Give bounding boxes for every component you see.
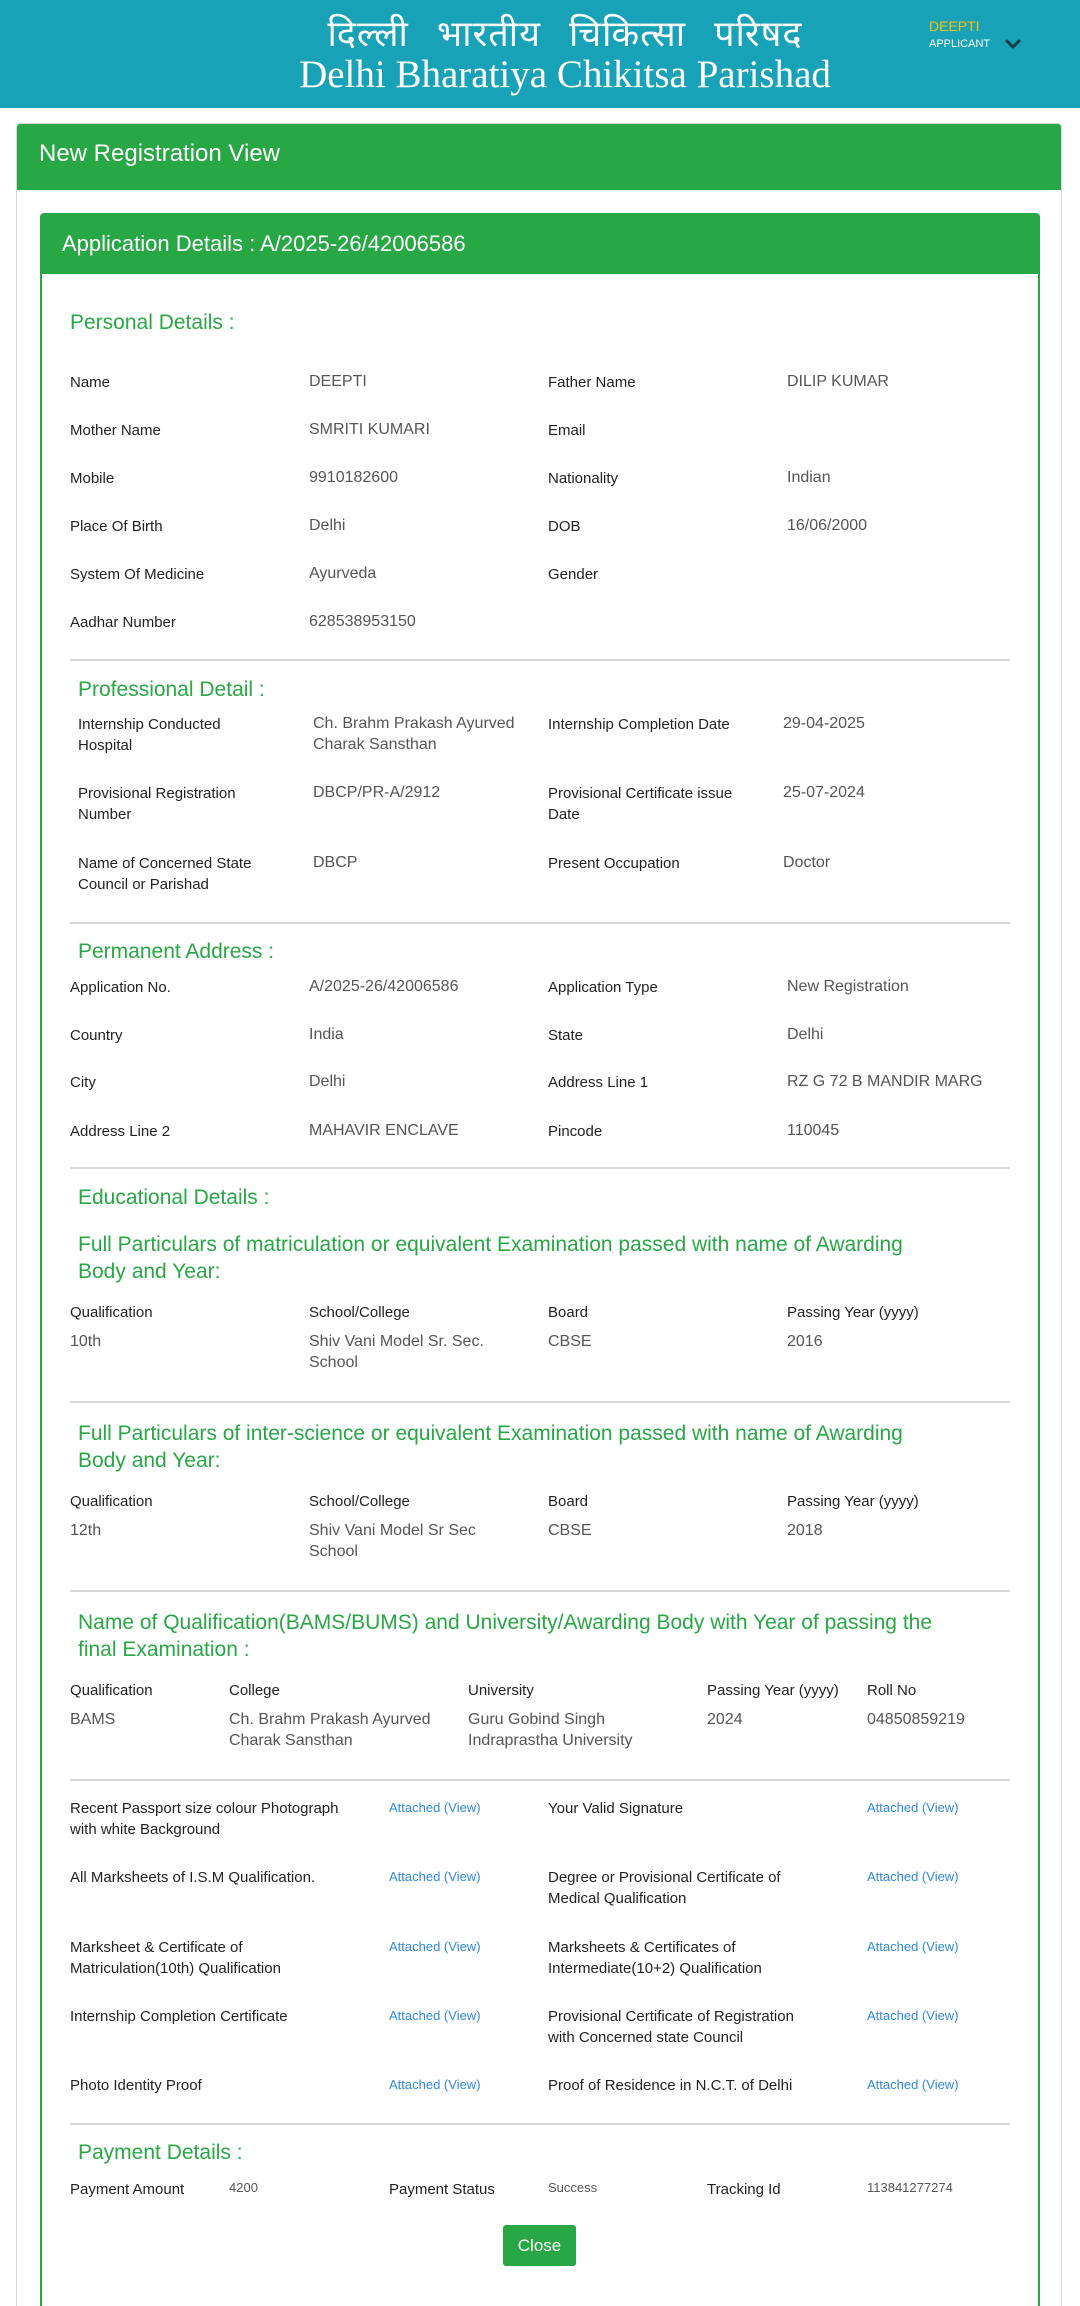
label-line: Provisional Certificate of Registration xyxy=(548,2008,794,2025)
label-line: with white Background xyxy=(70,1821,221,1838)
payment-amount-label: Payment Amount xyxy=(70,2181,185,2198)
col-passing-year: Passing Year (yyyy) xyxy=(707,1682,839,1699)
doc-photograph-link[interactable]: Attached (View) xyxy=(389,1800,481,1815)
col-qualification: Qualification xyxy=(70,1493,153,1510)
system-of-medicine-value: Ayurveda xyxy=(309,565,377,582)
address-line1-label: Address Line 1 xyxy=(548,1074,649,1091)
mother-name-label: Mother Name xyxy=(70,422,161,439)
doc-residence-label: Proof of Residence in N.C.T. of Delhi xyxy=(548,2077,793,2094)
heading-line: Name of Qualification(BAMS/BUMS) and University/Awarding Body with Year of passing the xyxy=(78,1611,933,1634)
divider xyxy=(70,1167,1010,1169)
city-value: Delhi xyxy=(309,1073,346,1090)
hindi-title xyxy=(0,8,1080,57)
col-roll-no: Roll No xyxy=(867,1682,917,1699)
doc-ism-marksheets-label: All Marksheets of I.S.M Qualification. xyxy=(70,1869,316,1886)
doc-ism-marksheets-link[interactable]: Attached (View) xyxy=(389,1869,481,1884)
hindi-word: चिकित्सा xyxy=(568,14,687,55)
label-line: Council or Parishad xyxy=(78,876,209,893)
tracking-id-value: 113841277274 xyxy=(867,2180,953,2195)
inter-school xyxy=(309,1520,476,1562)
doc-signature-link[interactable]: Attached (View) xyxy=(867,1800,959,1815)
aadhar-label: Aadhar Number xyxy=(70,614,176,631)
col-college: College xyxy=(229,1682,280,1699)
page-title: New Registration View xyxy=(17,124,1061,190)
name-value: DEEPTI xyxy=(309,373,367,390)
value-line: School xyxy=(309,1543,358,1560)
label-line: Degree or Provisional Certificate of xyxy=(548,1869,781,1886)
place-of-birth-value: Delhi xyxy=(309,517,346,534)
label-line: Recent Passport size colour Photograph xyxy=(70,1800,339,1817)
aadhar-value: 628538953150 xyxy=(309,613,416,630)
doc-matric-link[interactable]: Attached (View) xyxy=(389,1939,481,1954)
place-of-birth-label: Place Of Birth xyxy=(70,518,163,535)
application-type-value: New Registration xyxy=(787,978,909,995)
degree-college xyxy=(229,1709,431,1751)
value-line: Charak Sansthan xyxy=(229,1732,353,1749)
heading-line: final Examination : xyxy=(78,1638,250,1661)
father-name-value: DILIP KUMAR xyxy=(787,373,889,390)
col-board: Board xyxy=(548,1493,589,1510)
internship-completion-value: 29-04-2025 xyxy=(783,715,865,732)
divider xyxy=(70,659,1010,661)
label-line: Provisional Registration xyxy=(78,785,236,802)
email-label: Email xyxy=(548,422,586,439)
col-passing-year: Passing Year (yyyy) xyxy=(787,1304,919,1321)
name-label: Name xyxy=(70,374,111,391)
col-qualification: Qualification xyxy=(70,1304,153,1321)
permanent-address-heading: Permanent Address : xyxy=(78,940,275,963)
divider xyxy=(70,922,1010,924)
gender-label: Gender xyxy=(548,566,599,583)
label-line: Provisional Certificate issue xyxy=(548,785,733,802)
label-line: Date xyxy=(548,806,580,823)
label-line: with Concerned state Council xyxy=(548,2029,744,2046)
payment-status-label: Payment Status xyxy=(389,2181,495,2198)
value-line: Shiv Vani Model Sr. Sec. xyxy=(309,1333,484,1350)
chevron-down-icon[interactable] xyxy=(1003,34,1023,54)
internship-hospital-value xyxy=(313,713,515,755)
application-type-label: Application Type xyxy=(548,979,658,996)
heading-line: Body and Year: xyxy=(78,1260,221,1283)
doc-photo-id-link[interactable]: Attached (View) xyxy=(389,2077,481,2092)
heading-line: Full Particulars of inter-science or equivalent Examination passed with name of Awarding xyxy=(78,1422,903,1445)
label-line: Medical Qualification xyxy=(548,1890,687,1907)
degree-university xyxy=(468,1709,633,1751)
label-line: Hospital xyxy=(78,737,133,754)
degree-year: 2024 xyxy=(707,1711,743,1728)
label-line: Name of Concerned State xyxy=(78,855,252,872)
col-passing-year: Passing Year (yyyy) xyxy=(787,1493,919,1510)
close-button[interactable]: Close xyxy=(503,2225,576,2266)
educational-details-heading: Educational Details : xyxy=(78,1186,270,1209)
hindi-word: परिषद xyxy=(714,14,803,55)
present-occupation-value: Doctor xyxy=(783,854,831,871)
application-title: Application Details : A/2025-26/42006586 xyxy=(42,215,1038,274)
doc-inter-link[interactable]: Attached (View) xyxy=(867,1939,959,1954)
col-school-college: School/College xyxy=(309,1493,410,1510)
col-board: Board xyxy=(548,1304,589,1321)
divider xyxy=(70,1590,1010,1592)
value-line: Indraprastha University xyxy=(468,1732,633,1749)
tracking-id-label: Tracking Id xyxy=(707,2181,781,2198)
english-title: Delhi Bharatiya Chikitsa Parishad xyxy=(299,53,831,96)
matric-school xyxy=(309,1331,484,1373)
doc-provisional-registration-link[interactable]: Attached (View) xyxy=(867,2008,959,2023)
address-line2-label: Address Line 2 xyxy=(70,1123,171,1140)
label-line: Marksheets & Certificates of xyxy=(548,1939,736,1956)
personal-details-heading: Personal Details : xyxy=(70,311,235,334)
user-menu[interactable] xyxy=(929,18,990,50)
dob-value: 16/06/2000 xyxy=(787,517,868,534)
divider xyxy=(70,2123,1010,2125)
matric-year: 2016 xyxy=(787,1333,823,1350)
payment-status-value: Success xyxy=(548,2180,598,2195)
doc-provisional-registration-label xyxy=(548,2006,794,2048)
col-university: University xyxy=(468,1682,534,1699)
doc-matric-label xyxy=(70,1937,281,1979)
degree-qualification: BAMS xyxy=(70,1711,116,1728)
address-line1-value: RZ G 72 B MANDIR MARG xyxy=(787,1073,983,1090)
payment-details-heading: Payment Details : xyxy=(78,2141,243,2164)
pincode-value: 110045 xyxy=(787,1122,840,1139)
value-line: School xyxy=(309,1354,358,1371)
address-line2-value: MAHAVIR ENCLAVE xyxy=(309,1122,459,1139)
nationality-label: Nationality xyxy=(548,470,619,487)
inter-science-heading xyxy=(78,1420,978,1474)
value-line: Charak Sansthan xyxy=(313,736,437,753)
matric-board: CBSE xyxy=(548,1333,592,1350)
degree-roll-no: 04850859219 xyxy=(867,1711,965,1728)
user-role: APPLICANT xyxy=(929,38,991,50)
user-name[interactable]: DEEPTI xyxy=(929,18,980,34)
internship-completion-label: Internship Completion Date xyxy=(548,716,730,733)
hindi-word: दिल्ली xyxy=(327,14,409,55)
mobile-value: 9910182600 xyxy=(309,469,398,486)
inter-year: 2018 xyxy=(787,1522,823,1539)
inter-qualification: 12th xyxy=(70,1522,102,1539)
matriculation-heading xyxy=(78,1231,978,1285)
mother-name-value: SMRITI KUMARI xyxy=(309,421,430,438)
label-line: Matriculation(10th) Qualification xyxy=(70,1960,281,1977)
state-council-label xyxy=(78,853,251,895)
application-no-label: Application No. xyxy=(70,979,171,996)
col-school-college: School/College xyxy=(309,1304,410,1321)
doc-signature-label: Your Valid Signature xyxy=(548,1800,684,1817)
label-line: Number xyxy=(78,806,132,823)
doc-residence-link[interactable]: Attached (View) xyxy=(867,2077,959,2092)
col-qualification: Qualification xyxy=(70,1682,153,1699)
father-name-label: Father Name xyxy=(548,374,636,391)
doc-photo-id-label: Photo Identity Proof xyxy=(70,2077,202,2094)
doc-internship-link[interactable]: Attached (View) xyxy=(389,2008,481,2023)
doc-degree-link[interactable]: Attached (View) xyxy=(867,1869,959,1884)
city-label: City xyxy=(70,1074,96,1091)
dob-label: DOB xyxy=(548,518,581,535)
label-line: Internship Conducted xyxy=(78,716,221,733)
payment-amount-value: 4200 xyxy=(229,2180,258,2195)
provisional-registration-value: DBCP/PR-A/2912 xyxy=(313,784,441,801)
hindi-word: भारतीय xyxy=(436,14,541,55)
provisional-registration-label xyxy=(78,783,236,825)
doc-inter-label xyxy=(548,1937,762,1979)
doc-degree-label xyxy=(548,1867,781,1909)
divider xyxy=(70,1779,1010,1781)
value-line: Guru Gobind Singh xyxy=(468,1711,605,1728)
application-no-value: A/2025-26/42006586 xyxy=(309,978,459,995)
divider xyxy=(70,1401,1010,1403)
matric-qualification: 10th xyxy=(70,1333,102,1350)
internship-hospital-label xyxy=(78,714,221,756)
label-line: Marksheet & Certificate of xyxy=(70,1939,243,1956)
inter-board: CBSE xyxy=(548,1522,592,1539)
label-line: Intermediate(10+2) Qualification xyxy=(548,1960,762,1977)
pincode-label: Pincode xyxy=(548,1123,603,1140)
heading-line: Body and Year: xyxy=(78,1449,221,1472)
degree-heading xyxy=(78,1609,978,1663)
value-line: Ch. Brahm Prakash Ayurved xyxy=(313,715,515,732)
present-occupation-label: Present Occupation xyxy=(548,855,680,872)
system-of-medicine-label: System Of Medicine xyxy=(70,566,205,583)
state-value: Delhi xyxy=(787,1026,824,1043)
provisional-certificate-date-value: 25-07-2024 xyxy=(783,784,865,801)
site-header xyxy=(0,0,1080,108)
provisional-certificate-date-label xyxy=(548,783,732,825)
country-label: Country xyxy=(70,1027,123,1044)
state-label: State xyxy=(548,1027,584,1044)
doc-internship-label: Internship Completion Certificate xyxy=(70,2008,288,2025)
mobile-label: Mobile xyxy=(70,470,115,487)
value-line: Shiv Vani Model Sr Sec xyxy=(309,1522,476,1539)
doc-photograph-label xyxy=(70,1798,338,1840)
nationality-value: Indian xyxy=(787,469,831,486)
heading-line: Full Particulars of matriculation or equivalent Examination passed with name of Awarding xyxy=(78,1233,903,1256)
value-line: Ch. Brahm Prakash Ayurved xyxy=(229,1711,431,1728)
state-council-value: DBCP xyxy=(313,854,358,871)
professional-detail-heading: Professional Detail : xyxy=(78,678,265,701)
country-value: India xyxy=(309,1026,344,1043)
